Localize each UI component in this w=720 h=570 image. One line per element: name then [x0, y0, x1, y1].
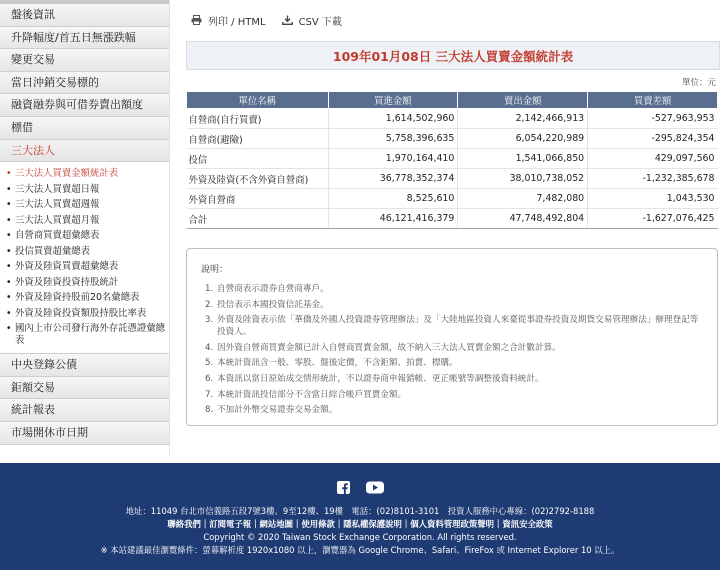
table-cell: -1,627,076,425 — [588, 209, 718, 229]
submenu-item-label: 三大法人買賣金額統計表 — [15, 168, 119, 180]
submenu-item-label: 三大法人買賣超日報 — [15, 183, 100, 195]
table-cell: 47,748,492,804 — [458, 209, 588, 229]
table-cell: 2,142,466,913 — [458, 109, 588, 129]
table-cell: 1,541,066,850 — [458, 149, 588, 169]
sidebar — [0, 0, 170, 455]
table-cell: 合計 — [187, 209, 329, 229]
bullet: • — [6, 168, 12, 180]
table-cell: 7,482,080 — [458, 189, 588, 209]
footer-browser-note: ※ 本站建議最佳瀏覽條件：螢幕解析度 1920x1080 以上，瀏覽器為 Google Chrome、Safari、FireFox 或 Internet Explorer 10 以上。 — [100, 545, 620, 555]
note-text: 因外資自營商買賣金額已計入自營商買賣金額，故不納入三大法人買賣金額之合計數計算。 — [217, 342, 561, 353]
table-cell: 1,614,502,960 — [328, 109, 458, 129]
print-button[interactable] — [191, 13, 266, 28]
submenu-item[interactable] — [0, 228, 169, 244]
table-cell: 自營商(避險) — [187, 129, 329, 149]
sidebar-item-day-trading[interactable]: 當日沖銷交易標的 — [0, 72, 169, 95]
facebook-icon[interactable] — [337, 479, 350, 495]
table-cell: 1,043,530 — [588, 189, 718, 209]
submenu-item[interactable] — [0, 213, 169, 229]
table-row — [187, 149, 718, 169]
note-text: 本統計資訊投信部分不含當日綜合帳戶買賣金額。 — [217, 389, 407, 400]
footer-link-personal-data[interactable]: 個人資料管理政策聲明 — [410, 519, 494, 529]
footer-address: 地址：11049 台北市信義路五段7號3樓、9至12樓、19樓 電話：(02)8101-3101 投資人服務中心專線：(02)2792-8188 — [125, 506, 595, 516]
submenu-item-label: 三大法人買賣超月報 — [15, 214, 100, 226]
sidebar-item-after-hours[interactable]: 盤後資訊 — [0, 4, 169, 27]
table-cell: -527,963,953 — [588, 109, 718, 129]
column-header: 買賣差額 — [588, 92, 718, 109]
bullet: • — [6, 307, 12, 319]
table-cell: 外資及陸資(不含外資自營商) — [187, 169, 329, 189]
institutional-submenu — [0, 162, 169, 354]
submenu-item[interactable] — [0, 244, 169, 260]
submenu-item-label: 自營商買賣超彙總表 — [15, 230, 100, 242]
submenu-item-label: 外資及陸資持股前20名彙總表 — [15, 292, 140, 304]
data-table — [186, 91, 718, 229]
note-item: 2. 投信表示本國投資信託基金。 — [205, 299, 703, 311]
separator: ｜ — [251, 519, 260, 529]
column-header: 買進金額 — [328, 92, 458, 109]
note-item: 6. 本資訊以當日原始成交情形統計，不以證券商申報錯帳、更正帳號等調整後資料統計。 — [205, 373, 703, 385]
note-item: 3. 外資及陸資表示依「華僑及外國人投資證券管理辦法」及「大陸地區投資人來臺從事證券投資及期貨交易管理辦法」辦理登記等投資人。 — [205, 314, 703, 338]
footer-link-terms[interactable]: 使用條款 — [301, 519, 335, 529]
sidebar-item-gov-bonds[interactable]: 中央登錄公債 — [0, 354, 169, 377]
note-item: 4. 因外資自營商買賣金額已計入自營商買賣金額，故不納入三大法人買賣金額之合計數計算。 — [205, 342, 703, 354]
submenu-item[interactable] — [0, 321, 169, 349]
submenu-item-label: 外資及陸資買賣超彙總表 — [15, 261, 119, 273]
table-cell: 1,970,164,410 — [328, 149, 458, 169]
youtube-icon[interactable] — [366, 479, 384, 495]
footer — [0, 463, 720, 570]
submenu-item[interactable] — [0, 275, 169, 291]
table-cell: 自營商(自行買賣) — [187, 109, 329, 129]
table-cell: 5,758,396,635 — [328, 129, 458, 149]
sidebar-item-block-trade[interactable]: 鉅額交易 — [0, 377, 169, 400]
table-cell: 投信 — [187, 149, 329, 169]
column-header: 單位名稱 — [187, 92, 329, 109]
csv-download-button[interactable] — [282, 13, 342, 28]
submenu-item-label: 國內上市公司發行海外存託憑證彙總表 — [15, 323, 166, 347]
table-row — [187, 109, 718, 129]
submenu-item-label: 三大法人買賣超週報 — [15, 199, 100, 211]
table-header-row — [187, 92, 718, 109]
table-cell: 38,010,738,052 — [458, 169, 588, 189]
printer-icon — [191, 15, 202, 25]
note-item: 5. 本統計資訊含一般、零股、盤後定價，不含鉅額、拍賣、標購。 — [205, 357, 703, 369]
submenu-item-label: 外資及陸資投資持股統計 — [15, 276, 119, 288]
table-row — [187, 169, 718, 189]
table-cell: 429,097,560 — [588, 149, 718, 169]
note-item: 1. 自營商表示證券自營商專戶。 — [205, 283, 703, 295]
report-title: 109年01月08日 三大法人買賣金額統計表 — [186, 41, 720, 70]
note-text: 外資及陸資表示依「華僑及外國人投資證券管理辦法」及「大陸地區投資人來臺從事證券投資及期貨交易管理辦法」辦理登記等投資人。 — [217, 315, 699, 338]
table-row — [187, 189, 718, 209]
sidebar-item-altered-trading[interactable]: 變更交易 — [0, 49, 169, 72]
main-content — [186, 0, 720, 416]
csv-label: CSV 下載 — [298, 16, 342, 28]
table-cell: 46,121,416,379 — [328, 209, 458, 229]
bullet: • — [6, 245, 12, 257]
note-text: 本資訊以當日原始成交情形統計，不以證券商申報錯帳、更正帳號等調整後資料統計。 — [217, 374, 544, 385]
notes-title: 說明： — [201, 265, 229, 275]
unit-label: 單位：元 — [681, 78, 716, 88]
footer-link-sitemap[interactable]: 網站地圖 — [259, 519, 293, 529]
footer-link-contact[interactable]: 聯絡我們 — [167, 519, 201, 529]
sidebar-item-price-limits[interactable]: 升降幅度/首五日無漲跌幅 — [0, 27, 169, 50]
column-header: 賣出金額 — [458, 92, 588, 109]
sidebar-item-institutional[interactable]: 三大法人 — [0, 140, 169, 163]
separator: ｜ — [334, 519, 344, 529]
sidebar-item-statistics[interactable]: 統計報表 — [0, 399, 169, 422]
table-row — [187, 129, 718, 149]
bullet: • — [6, 323, 12, 335]
note-text: 本統計資訊含一般、零股、盤後定價，不含鉅額、拍賣、標購。 — [217, 358, 458, 369]
social-links — [0, 479, 720, 495]
submenu-item[interactable] — [0, 290, 169, 306]
print-label: 列印 / HTML — [208, 16, 266, 28]
note-text: 不加計外幣交易證券交易金額。 — [217, 405, 338, 416]
table-cell: 6,054,220,989 — [458, 129, 588, 149]
submenu-item-label: 投信買賣超彙總表 — [15, 245, 91, 257]
submenu-item-label: 外資及陸資投資類股持股比率表 — [15, 307, 147, 319]
table-cell: -295,824,354 — [588, 129, 718, 149]
submenu-item[interactable] — [0, 259, 169, 275]
footer-link-privacy[interactable]: 隱私權保護說明 — [343, 519, 402, 529]
footer-link-security[interactable]: 資訊安全政策 — [502, 519, 553, 529]
table-cell: -1,232,385,678 — [588, 169, 718, 189]
submenu-item[interactable] — [0, 166, 169, 182]
submenu-item[interactable] — [0, 197, 169, 213]
footer-copyright: Copyright © 2020 Taiwan Stock Exchange Corporation. All rights reserved. — [203, 532, 517, 542]
bullet: • — [6, 276, 12, 288]
notes-list — [201, 283, 703, 416]
download-icon — [282, 15, 293, 25]
bullet: • — [6, 214, 12, 226]
table-cell: 8,525,610 — [328, 189, 458, 209]
sidebar-item-market-calendar[interactable]: 市場開休市日期 — [0, 422, 169, 445]
bullet: • — [6, 230, 12, 242]
submenu-item[interactable] — [0, 182, 169, 198]
note-text: 自營商表示證券自營商專戶。 — [217, 284, 329, 294]
separator: ｜ — [401, 519, 411, 529]
table-cell: 36,778,352,374 — [328, 169, 458, 189]
note-text: 投信表示本國投資信託基金。 — [217, 299, 329, 310]
table-total-row — [187, 209, 718, 229]
separator: ｜ — [293, 519, 302, 529]
toolbar — [186, 0, 720, 28]
note-item: 8. 不加計外幣交易證券交易金額。 — [205, 404, 703, 416]
bullet: • — [6, 261, 12, 273]
bullet: • — [6, 292, 12, 304]
submenu-item[interactable] — [0, 306, 169, 322]
separator: ｜ — [200, 519, 210, 529]
note-item: 7. 本統計資訊投信部分不含當日綜合帳戶買賣金額。 — [205, 389, 703, 401]
sidebar-item-margin[interactable]: 融資融券與可借券賣出額度 — [0, 94, 169, 117]
footer-link-newsletter[interactable]: 訂閱電子報 — [209, 519, 252, 529]
notes-box — [186, 248, 718, 426]
bullet: • — [6, 183, 12, 195]
table-cell: 外資自營商 — [187, 189, 329, 209]
bullet: • — [6, 199, 12, 211]
sidebar-item-tender[interactable]: 標借 — [0, 117, 169, 140]
footer-links — [0, 518, 720, 531]
separator: ｜ — [494, 519, 503, 529]
